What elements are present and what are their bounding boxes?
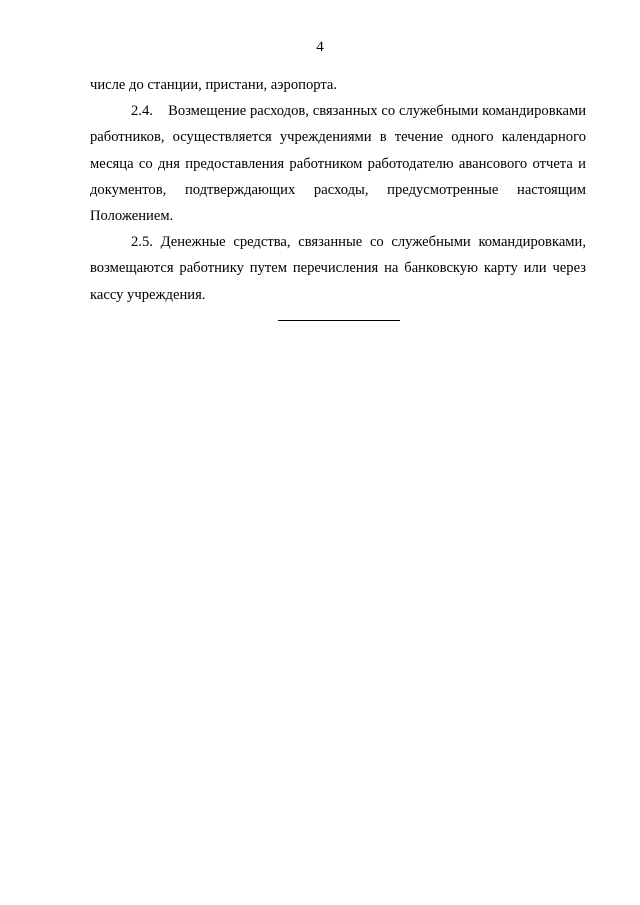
- document-body: [90, 72, 586, 308]
- paragraph-2-4: 2.4. Возмещение расходов, связанных со служебными командировками работников, осуществляется учреждениями в течение одного календарного месяца со дня предоставления работником работодателю авансового отчета и документов, подтверждающих расходы, предусмотренные настоящим Положением.: [90, 103, 586, 225]
- end-of-document-rule: [278, 320, 400, 321]
- paragraph-2-5: 2.5. Денежные средства, связанные со служебными командировками, возмещаются работнику путем перечисления на банковскую карту или через кассу учреждения.: [90, 234, 586, 303]
- page-number: 4: [316, 39, 324, 55]
- paragraph-continuation: числе до станции, пристани, аэропорта.: [90, 77, 338, 93]
